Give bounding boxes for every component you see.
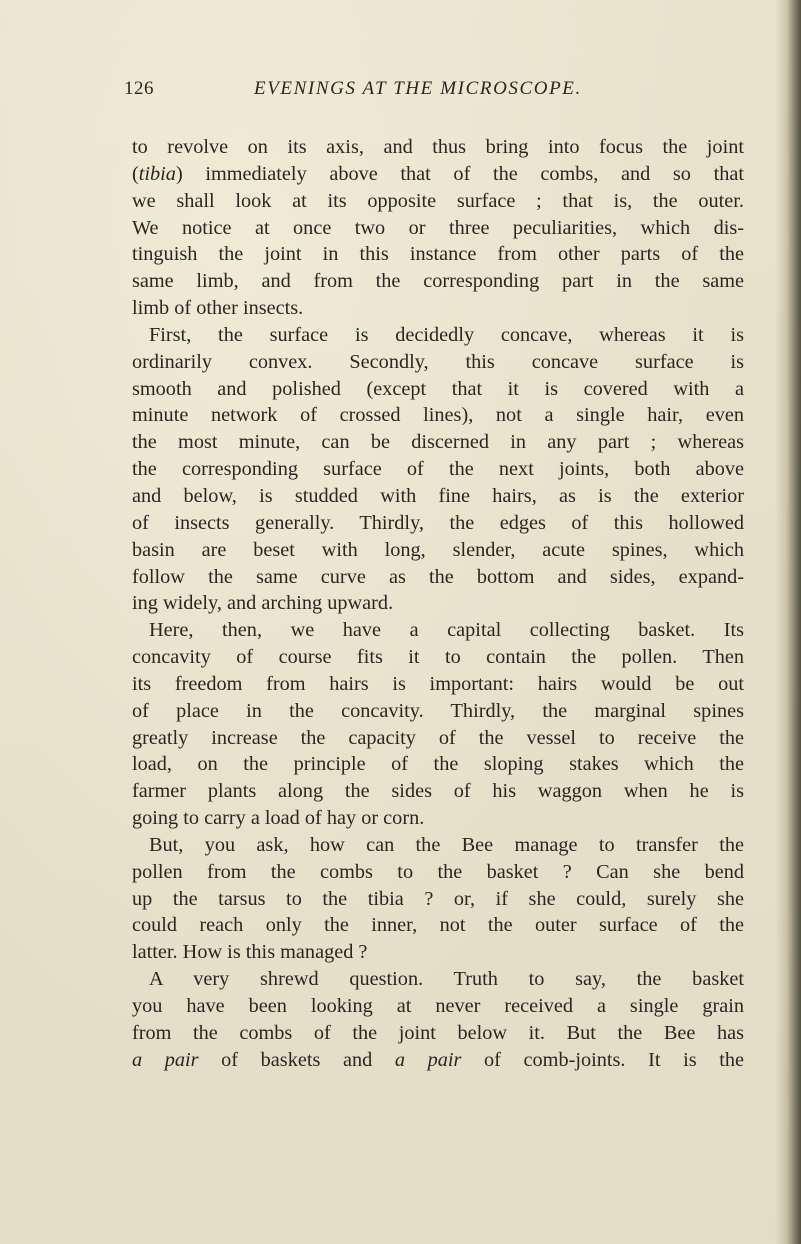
text-line <box>132 1047 744 1074</box>
text-line: follow the same curve as the bottom and sides, expand- <box>132 565 744 588</box>
text-line: to revolve on its axis, and thus bring into focus the joint <box>132 136 744 158</box>
text-segment: ) immediately above that of the combs, and so that <box>175 162 744 185</box>
page-edge-shadow <box>775 0 801 1244</box>
text-line: the most minute, can be discerned in any part ; whereas <box>132 431 744 454</box>
text-line: ordinarily convex. Secondly, this concave surface is <box>132 350 744 373</box>
body-text <box>132 134 744 1074</box>
text-line: We notice at once two or three peculiarities, which dis- <box>132 216 744 239</box>
text-line <box>132 161 744 188</box>
text-line: from the combs of the joint below it. But the Bee has <box>132 1021 744 1044</box>
text-line: ing widely, and arching upward. <box>132 592 394 615</box>
text-line: limb of other insects. <box>132 297 304 320</box>
page-number: 126 <box>124 78 154 99</box>
italic-term: tibia <box>138 162 176 185</box>
text-line: of insects generally. Thirdly, the edges of this hollowed <box>132 511 744 534</box>
running-header <box>124 78 744 108</box>
text-line: load, on the principle of the sloping stakes which the <box>132 753 744 776</box>
italic-term: a pair <box>394 1048 462 1071</box>
text-line: we shall look at its opposite surface ; that is, the outer. <box>132 189 744 212</box>
text-line: farmer plants along the sides of his waggon when he is <box>132 780 744 803</box>
text-line: But, you ask, how can the Bee manage to transfer the <box>149 833 744 856</box>
text-line: the corresponding surface of the next joints, both above <box>132 458 744 481</box>
text-segment: of baskets and <box>198 1048 395 1071</box>
text-line: same limb, and from the corresponding part in the same <box>132 270 744 293</box>
text-line: minute network of crossed lines), not a single hair, even <box>132 404 744 427</box>
text-line: basin are beset with long, slender, acute spines, which <box>132 538 744 561</box>
text-line: up the tarsus to the tibia ? or, if she could, surely she <box>132 887 744 910</box>
text-segment: of comb-joints. It is the <box>461 1048 744 1071</box>
text-line: of place in the concavity. Thirdly, the marginal spines <box>132 699 744 722</box>
text-line: smooth and polished (except that it is covered with a <box>132 377 744 400</box>
text-line: and below, is studded with fine hairs, as is the exterior <box>132 484 744 507</box>
text-line: greatly increase the capacity of the vessel to receive the <box>132 726 744 749</box>
text-line: tinguish the joint in this instance from other parts of the <box>132 243 744 266</box>
running-title: EVENINGS AT THE MICROSCOPE. <box>254 78 582 99</box>
text-line: concavity of course fits it to contain the pollen. Then <box>132 646 744 669</box>
text-line: pollen from the combs to the basket ? Can she bend <box>132 860 744 883</box>
italic-term: a pair <box>132 1048 199 1071</box>
text-line: Here, then, we have a capital collecting basket. Its <box>149 619 744 642</box>
text-line: First, the surface is decidedly concave, whereas it is <box>149 323 744 346</box>
text-line: A very shrewd question. Truth to say, the basket <box>149 968 744 991</box>
text-line: its freedom from hairs is important: hairs would be out <box>132 672 744 695</box>
text-line: latter. How is this managed ? <box>132 941 368 964</box>
text-line: could reach only the inner, not the outer surface of the <box>132 914 744 937</box>
text-line: going to carry a load of hay or corn. <box>132 807 425 830</box>
text-segment: ( <box>132 162 139 185</box>
text-line: you have been looking at never received a single grain <box>132 995 744 1017</box>
